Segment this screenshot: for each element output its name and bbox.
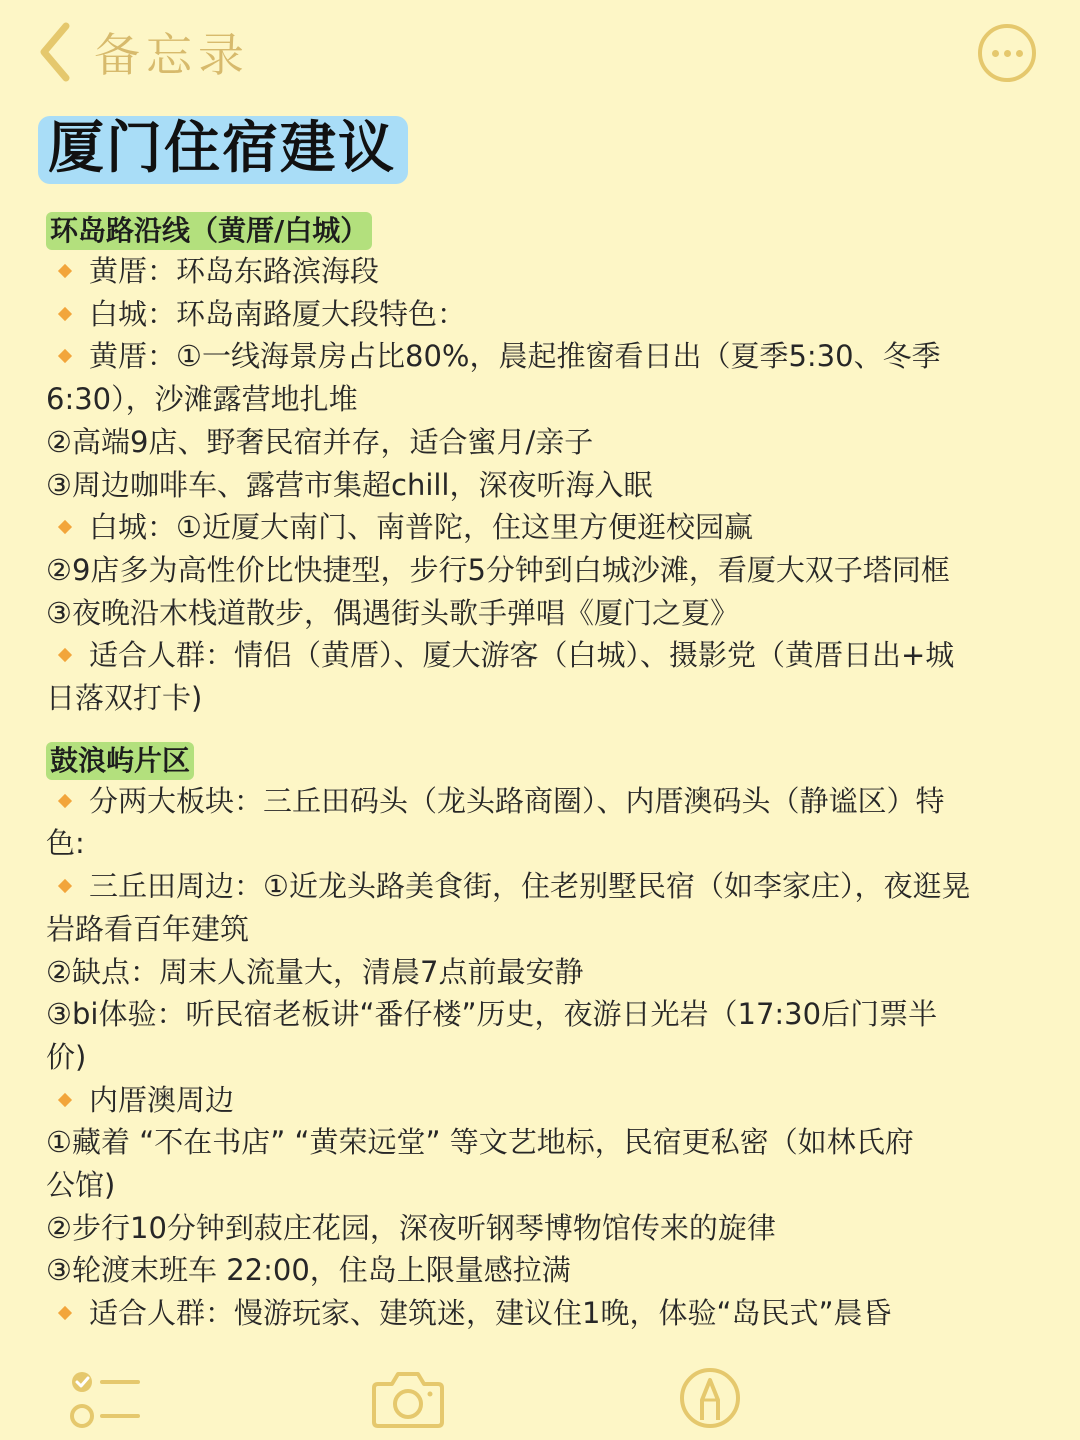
note-line-text: ②步行10分钟到菽庄花园，深夜听钢琴博物馆传来的旋律 xyxy=(46,1210,776,1245)
note-line xyxy=(46,378,1036,421)
note-line xyxy=(46,634,1036,677)
note-body[interactable] xyxy=(46,208,1036,1357)
note-line xyxy=(46,421,1036,464)
note-line xyxy=(46,1079,1036,1122)
note-line xyxy=(46,506,1036,549)
note-line-text: 三丘田周边：①近龙头路美食街，住老别墅民宿（如李家庄），夜逛晃 xyxy=(89,869,971,904)
camera-button[interactable] xyxy=(370,1370,446,1434)
diamond-bullet-icon xyxy=(58,349,72,363)
checklist-icon xyxy=(68,1417,142,1436)
ellipsis-circle-icon xyxy=(992,50,999,57)
diamond-bullet-icon xyxy=(58,520,72,534)
note-line xyxy=(46,1292,1036,1335)
diamond-bullet-icon xyxy=(58,307,72,321)
markup-button[interactable] xyxy=(678,1366,742,1434)
note-line-text: ③周边咖啡车、露营市集超chill，深夜听海入眠 xyxy=(46,467,653,502)
note-line-text: 白城：①近厦大南门、南普陀，住这里方便逛校园赢 xyxy=(89,510,753,545)
note-line xyxy=(46,1121,1036,1164)
note-line-text: ③bi体验：听民宿老板讲“番仔楼”历史，夜游日光岩（17:30后门票半 xyxy=(46,997,938,1032)
note-line xyxy=(46,677,1036,720)
note-line xyxy=(46,293,1036,336)
note-title: 厦门住宿建议 xyxy=(48,116,396,181)
note-line-text: 黄厝：环岛东路滨海段 xyxy=(89,254,380,288)
navigation-bar xyxy=(0,0,1080,100)
note-title-highlight xyxy=(38,116,408,184)
note-line-text: 日落双打卡) xyxy=(46,681,203,716)
note-line xyxy=(46,335,1036,378)
note-section xyxy=(46,208,1036,720)
note-line-text: 适合人群：慢游玩家、建筑迷，建议住1晚，体验“岛民式”晨昏 xyxy=(89,1296,892,1331)
note-line xyxy=(46,1207,1036,1250)
camera-icon xyxy=(370,1415,446,1434)
back-button[interactable] xyxy=(36,22,250,82)
checklist-button[interactable] xyxy=(68,1368,142,1436)
note-line-text: 黄厝：①一线海景房占比80%，晨起推窗看日出（夏季5:30、冬季 xyxy=(89,339,941,374)
note-line-text: 分两大板块：三丘田码头（龙头路商圈）、内厝澳码头（静谧区）特 xyxy=(89,783,945,818)
note-line xyxy=(46,993,1036,1036)
diamond-bullet-icon xyxy=(58,879,72,893)
note-line xyxy=(46,1036,1036,1079)
note-line xyxy=(46,250,1036,293)
note-line xyxy=(46,1249,1036,1292)
note-line xyxy=(46,780,1036,823)
note-line-text: 适合人群：情侣（黄厝）、厦大游客（白城）、摄影党（黄厝日出+城 xyxy=(89,638,955,673)
bottom-toolbar xyxy=(0,1356,1080,1440)
note-line-text: ②缺点：周末人流量大，清晨7点前最安静 xyxy=(46,954,584,989)
diamond-bullet-icon xyxy=(58,1093,72,1107)
note-line-text: 岩路看百年建筑 xyxy=(46,911,250,946)
more-options-button[interactable] xyxy=(978,24,1036,82)
note-line xyxy=(46,951,1036,994)
note-line-text: 价) xyxy=(46,1039,87,1074)
section-heading: 环岛路沿线（黄厝/白城） xyxy=(46,212,372,250)
note-line-text: ②9店多为高性价比快捷型，步行5分钟到白城沙滩，看厦大双子塔同框 xyxy=(46,552,950,587)
note-line xyxy=(46,464,1036,507)
note-line xyxy=(46,908,1036,951)
note-line xyxy=(46,865,1036,908)
diamond-bullet-icon xyxy=(58,1306,72,1320)
diamond-bullet-icon xyxy=(58,794,72,808)
note-line-text: 内厝澳周边 xyxy=(89,1082,235,1117)
note-line xyxy=(46,822,1036,865)
note-line-text: 公馆) xyxy=(46,1168,116,1203)
note-line-text: ③夜晚沿木栈道散步，偶遇街头歌手弹唱《厦门之夏》 xyxy=(46,595,739,630)
note-line-text: ②高端9店、野奢民宿并存，适合蜜月/亲子 xyxy=(46,424,594,459)
note-line-text: 6:30），沙滩露营地扎堆 xyxy=(46,382,358,417)
note-line-text: ①藏着 “不在书店” “黄荣远堂” 等文艺地标，民宿更私密（如林氏府 xyxy=(46,1125,914,1160)
note-line xyxy=(46,549,1036,592)
note-line xyxy=(46,592,1036,635)
diamond-bullet-icon xyxy=(58,648,72,662)
note-section xyxy=(46,742,1036,1335)
note-line-text: ③轮渡末班车 22:00，住岛上限量感拉满 xyxy=(46,1253,571,1288)
chevron-left-icon xyxy=(36,22,72,82)
pen-markup-icon xyxy=(678,1415,742,1434)
diamond-bullet-icon xyxy=(58,264,72,278)
note-line-text: 色: xyxy=(46,826,85,861)
back-label: 备忘录 xyxy=(94,28,250,82)
note-line-text: 白城：环岛南路厦大段特色： xyxy=(89,296,467,331)
section-heading: 鼓浪屿片区 xyxy=(46,742,194,780)
note-line xyxy=(46,1164,1036,1207)
